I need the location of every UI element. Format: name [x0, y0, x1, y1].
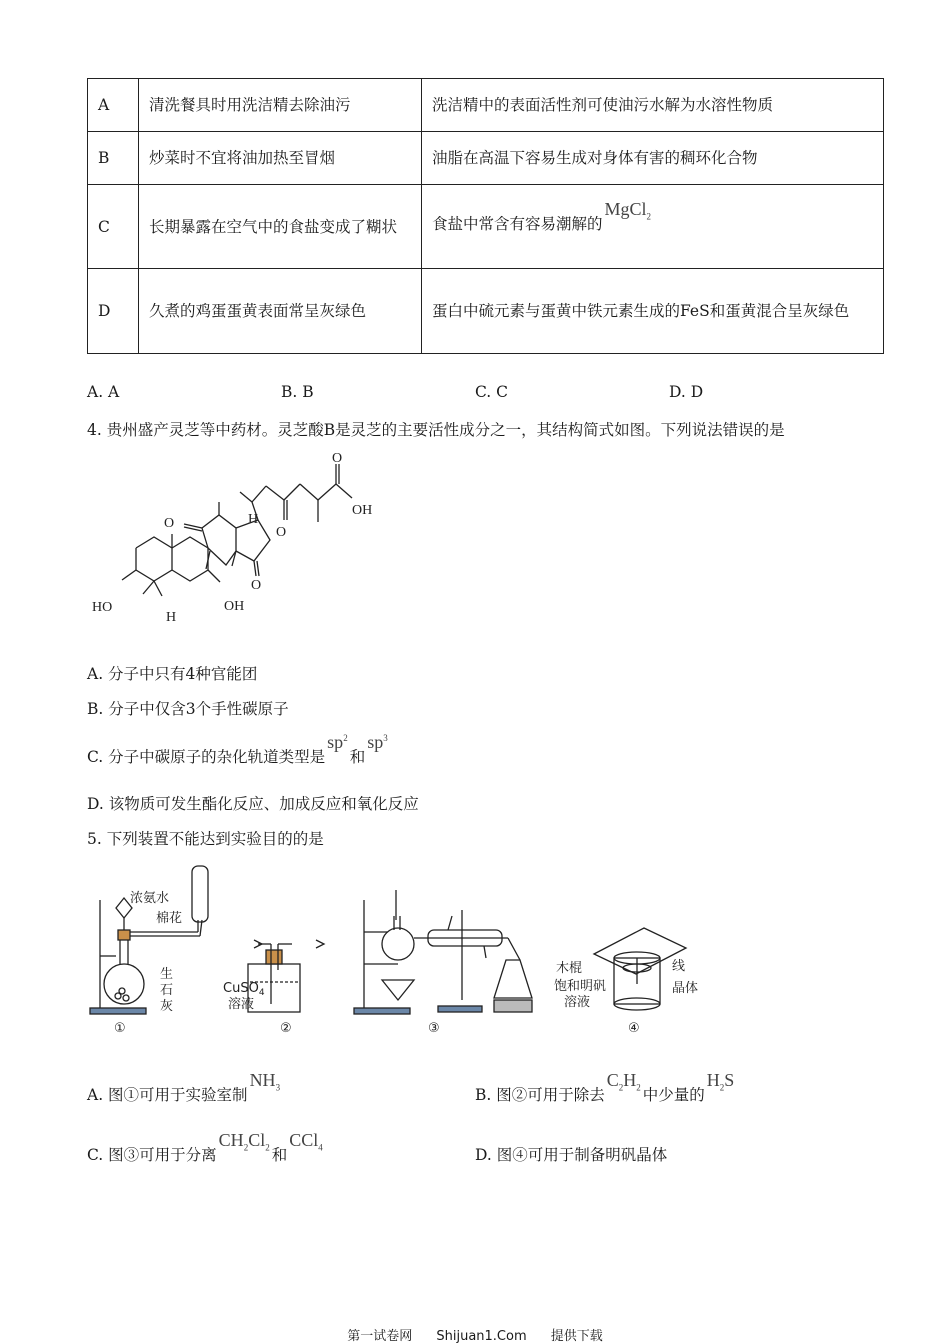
oh-label: OH: [224, 599, 245, 614]
ketone-o-label: O: [164, 516, 175, 531]
q4-option-b: B. 分子中仅含3个手性碳原子: [87, 700, 289, 718]
row-explanation: 洗洁精中的表面活性剂可使油污水解为水溶性物质: [422, 79, 884, 132]
apparatus-figures: [88, 860, 708, 1038]
row-phenomenon: 长期暴露在空气中的食盐变成了糊状: [139, 185, 422, 269]
svg-text:石: 石: [160, 983, 174, 998]
h-label: H: [248, 512, 259, 527]
row-explanation: 油脂在高温下容易生成对身体有害的稠环化合物: [422, 132, 884, 185]
ho-label: HO: [92, 600, 113, 615]
q4-option-a: A. 分子中只有4种官能团: [87, 665, 258, 683]
row-explanation: 蛋白中硫元素与蛋黄中铁元素生成的FeS和蛋黄混合呈灰绿色: [422, 269, 884, 354]
acid-oh-label: OH: [352, 503, 373, 518]
ccl4-formula: CCl$_4$: [289, 1130, 323, 1153]
footer-site-url[interactable]: Shijuan1.Com: [436, 1329, 527, 1344]
ketone-o-label: O: [276, 525, 287, 540]
q4-stem: 4. 贵州盛产灵芝等中药材。灵芝酸B是灵芝的主要活性成分之一，其结构简式如图。下列说法错误的是: [87, 421, 785, 439]
label-alum-solution: 溶液: [564, 995, 591, 1010]
q3-option-b: B. B: [281, 383, 314, 401]
h-label: H: [166, 610, 177, 625]
q3-option-c: C. C: [475, 383, 509, 401]
sp2-formula: $sp^2$: [327, 732, 348, 752]
table-row: [88, 132, 884, 185]
q5-option-b: B. 图②可用于除去$C_2H_2$ 中少量的$H_2S$: [475, 1070, 735, 1104]
explanation-text: 食盐中常含有容易潮解的: [432, 214, 603, 233]
q5-option-d: D. 图④可用于制备明矾晶体: [475, 1146, 668, 1164]
options-table: [87, 78, 884, 354]
footer: [0, 1325, 950, 1344]
row-explanation: [422, 185, 884, 269]
fig-number-4: ④: [628, 1021, 640, 1036]
fig-number-1: ①: [114, 1021, 126, 1036]
ch2cl2-formula: $CH_2Cl_2$: [218, 1130, 270, 1153]
footer-download-text: 提供下载: [550, 1329, 603, 1344]
row-phenomenon: 炒菜时不宜将油加热至冒烟: [139, 132, 422, 185]
q3-option-d: D. D: [669, 383, 704, 401]
label-solution: 溶液: [228, 997, 255, 1012]
label-crystal: 晶体: [672, 981, 699, 996]
fig-number-2: ②: [280, 1021, 292, 1036]
fig-number-3: ③: [428, 1021, 440, 1036]
row-label: D: [88, 269, 139, 354]
row-label: A: [88, 79, 139, 132]
q3-option-a: A. A: [87, 383, 120, 401]
q4-option-c: C. 分子中碳原子的杂化轨道类型是$sp^2$和$sp^3$: [87, 732, 388, 766]
h2s-formula: $H_2S$: [706, 1070, 735, 1093]
label-ammonia: 浓氨水: [130, 891, 170, 906]
label-lime: 生: [160, 967, 174, 982]
row-phenomenon: 久煮的鸡蛋蛋黄表面常呈灰绿色: [139, 269, 422, 354]
c2h2-formula: $C_2H_2$: [606, 1070, 641, 1093]
ganoderic-acid-structure: [88, 448, 388, 628]
q5-stem: 5. 下列装置不能达到实验目的的是: [87, 830, 324, 848]
ketone-o-label: O: [251, 578, 262, 593]
label-stick: 木棍: [556, 961, 583, 976]
q4-option-d: D. 该物质可发生酯化反应、加成反应和氧化反应: [87, 795, 419, 813]
table-row: [88, 185, 884, 269]
label-cotton: 棉花: [156, 911, 183, 926]
label-alum: 饱和明矾: [554, 979, 607, 994]
svg-text:灰: 灰: [160, 999, 174, 1014]
mgcl2-formula: MgCl$_2$: [604, 198, 652, 222]
label-thread: 线: [672, 959, 686, 974]
label-cuso4: CuSO$_4$: [223, 981, 265, 998]
acid-o-label: O: [332, 451, 343, 466]
table-row: [88, 79, 884, 132]
row-label: B: [88, 132, 139, 185]
row-phenomenon: 清洗餐具时用洗洁精去除油污: [139, 79, 422, 132]
nh3-formula: $NH_3$: [249, 1070, 281, 1093]
footer-site-name: 第一试卷网: [347, 1329, 413, 1344]
q5-option-c: C. 图③可用于分离$CH_2Cl_2$ 和CCl$_4$: [87, 1130, 323, 1164]
q5-option-a: A. 图①可用于实验室制$NH_3$: [87, 1070, 281, 1104]
sp3-formula: $sp^3$: [367, 732, 388, 752]
table-row: [88, 269, 884, 354]
row-label: C: [88, 185, 139, 269]
